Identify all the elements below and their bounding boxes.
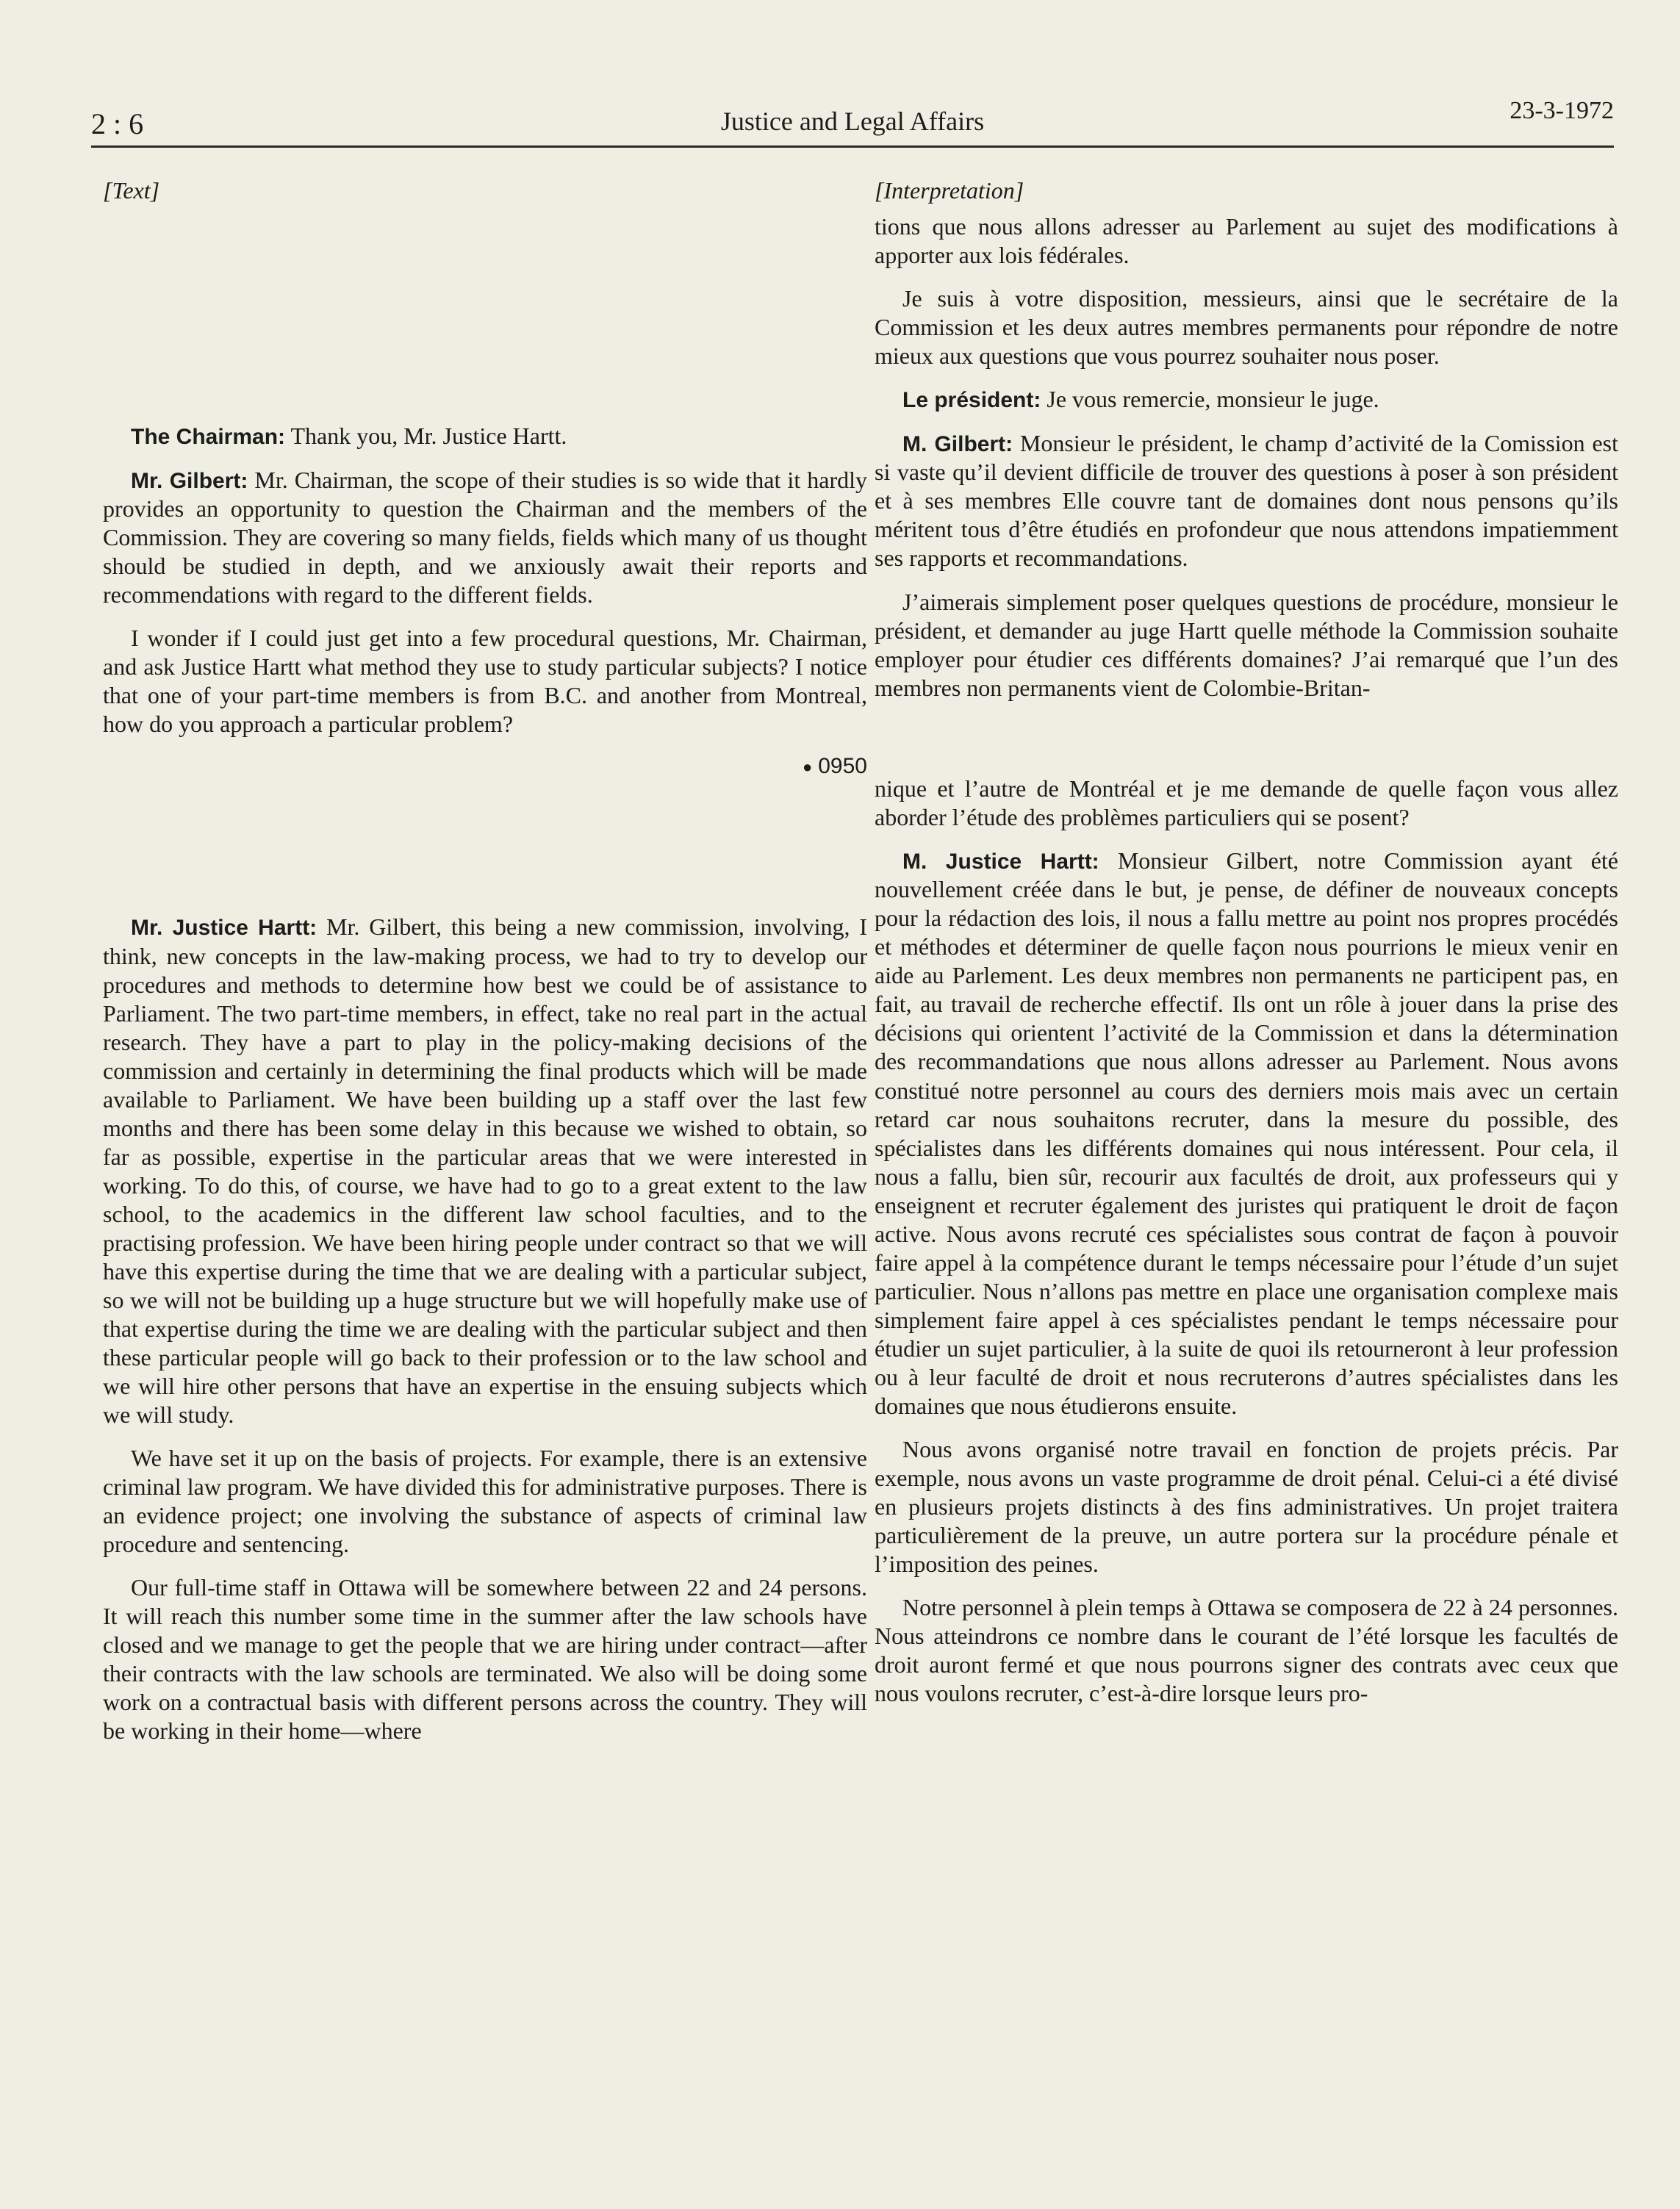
speaker-label: Mr. Justice Hartt:	[131, 916, 317, 941]
time-stamp: ● 0950	[802, 754, 867, 779]
paragraph-gilbert-procedure-fr: J’aimerais simplement poser quelques questions de procédure, monsieur le président, et demander au juge Hartt quelle méthode la Commission souhaite employer pour étudier ces différents domaines? J’ai remarqué que l’un des membres non permanents vient de Colombie-Britan-	[875, 588, 1618, 701]
section-tag-text: [Text]	[103, 177, 160, 204]
section-tag-interpretation: [Interpretation]	[875, 177, 1024, 204]
paragraph-hartt-answer-fr: M. Justice Hartt: Monsieur Gilbert, notre Commission ayant été nouvellement créée dans le but, je pense, de définer de nouveaux concepts pour la rédaction des lois, il nous a fallu mettre au point nos propres procédés et méthodes et déterminer de quelle façon nous pourrions le mieux venir en aide au Parlement. Les deux membres non permanents ne participent pas, en fait, au travail de recherche effectif. Ils ont un rôle à jouer dans la prise des décisions qui orientent l’activité de la Commission et dans la détermination des recommandations que nous allons adresser au Parlement. Nous avons constitué notre personnel au cours des derniers mois mais avec un certain retard car nous souhaitons recruter, dans la mesure du possible, des spécialistes dans les différents domaines qui nous intéressent. Pour cela, il nous a fallu, bien sûr, recourir aux facultés de droit, aux professeurs qui y enseignent et recruter également des juristes qui pratiquent le droit de façon active. Nous avons recruté ces spécialistes sous contrat de façon à pouvoir faire appel à la compétence durant le temps nécessaire pour l’étude d’un sujet particulier. Nous n’allons pas mettre en place une organisation complexe mais simplement faire appel à ces spécialistes pendant le temps nécessaire pour étudier un sujet particulier, à la suite de quoi ils retourneront à leur profession ou à leur faculté de droit et nous recruterons d’autres spécialistes dans les domaines que nous étudierons ensuite.	[875, 847, 1618, 1419]
paragraph-president-thanks: Le président: Je vous remercie, monsieur le juge.	[902, 386, 1379, 413]
paragraph-chairman-thanks: The Chairman: Thank you, Mr. Justice Hartt.	[131, 423, 567, 450]
speaker-label: Le président:	[902, 388, 1041, 413]
speaker-label: M. Justice Hartt:	[902, 849, 1099, 874]
english-column	[103, 176, 867, 1761]
paragraph-gilbert-procedure: I wonder if I could just get into a few procedural questions, Mr. Chairman, and ask Justice Hartt what method they use to study particular subjects? I notice that one of your part-time members is from B.C. and another from Montreal, how do you approach a particular problem?	[103, 625, 867, 738]
header-date: 23-3-1972	[1510, 97, 1614, 124]
paragraph-disposition: Je suis à votre disposition, messieurs, ainsi que le secrétaire de la Commission et les deux autres membres permanents pour répondre de notre mieux aux questions que vous pourrez souhaiter nous poser.	[875, 285, 1618, 370]
paragraph-hartt-answer: Mr. Justice Hartt: Mr. Gilbert, this being a new commission, involving, I think, new concepts in the law-making process, we had to try to develop our procedures and methods to determine how best we could be of assistance to Parliament. The two part-time members, in effect, take no real part in the actual research. They have a part to play in the policy-making decisions of the commission and certainly in determining the final products which will be made available to Parliament. We have been building up a staff over the last few months and there has been some delay in this because we wished to obtain, so far as possible, expertise in the particular areas that we were interested in working. To do this, of course, we have had to go to a great extent to the law school, to the academics in the different law school faculties, and to the practising profession. We have been hiring people under contract so that we will have this expertise during the time that we are dealing with a particular subject, so we will not be building up a huge structure but we will hopefully make use of that expertise during the time we are dealing with the particular subject and then these particular people will go back to their profession or to the law school and we will hire other persons that have an expertise in the ensuing subjects which we will study.	[103, 913, 868, 1429]
paragraph-hartt-projects: We have set it up on the basis of projects. For example, there is an extensive criminal law program. We have divided this for administrative purposes. There is an evidence project; one involving the substance of aspects of criminal law procedure and sentencing.	[103, 1445, 867, 1558]
page-header	[91, 94, 1614, 148]
blank-space	[103, 212, 867, 422]
speaker-label: M. Gilbert:	[902, 431, 1013, 456]
running-title: Justice and Legal Affairs	[720, 107, 985, 136]
french-column	[875, 176, 1618, 1723]
paragraph-gilbert-continuation-fr: nique et l’autre de Montréal et je me demande de quelle façon vous allez aborder l’étude des problèmes particuliers qui se posent?	[875, 775, 1618, 830]
paragraph-gilbert-question: Mr. Gilbert: Mr. Chairman, the scope of their studies is so wide that it hardly provides an opportunity to question the Chairman and the members of the Commission. They are covering so many fields, fields which many of us thought should be studied in depth, and we anxiously await their reports and recommendations with regard to the different fields.	[103, 466, 867, 608]
speaker-label: Mr. Gilbert:	[131, 468, 248, 493]
page-number: 2 : 6	[91, 107, 144, 140]
paragraph-continuation: tions que nous allons adresser au Parlement au sujet des modifications à apporter aux lois fédérales.	[875, 213, 1618, 269]
speaker-label: The Chairman:	[131, 425, 286, 450]
bullet-icon: ●	[802, 758, 813, 777]
paragraph-hartt-staff: Our full-time staff in Ottawa will be somewhere between 22 and 24 persons. It will reach this number some time in the summer after the law schools have closed and we manage to get the people that we are hiring under contract—after their contracts with the law schools are terminated. We also will be doing some work on a contractual basis with different persons across the country. They will be working in their home—where	[103, 1574, 867, 1745]
blank-space	[103, 780, 867, 913]
paragraph-hartt-staff-fr: Notre personnel à plein temps à Ottawa se composera de 22 à 24 personnes. Nous atteindrons ce nombre dans le courant de l’été lorsque les facultés de droit auront fermé et que nous pourrons signer des contrats avec ceux que nous voulons recruter, c’est-à-dire lorsque leurs pro-	[875, 1594, 1618, 1707]
paragraph-hartt-projects-fr: Nous avons organisé notre travail en fonction de projets précis. Par exemple, nous avons un vaste programme de droit pénal. Celui-ci a été divisé en plusieurs projets distincts à des fins administratives. Un projet traitera particulièrement de la preuve, un autre portera sur la procédure pénale et l’imposition des peines.	[875, 1435, 1618, 1577]
blank-space	[875, 717, 1618, 775]
paragraph-gilbert-question-fr: M. Gilbert: Monsieur le président, le champ d’activité de la Comission est si vaste qu’il devient difficile de trouver des questions à poser à son président et à ses membres Elle couvre tant de domaines dont nous pensons qu’ils méritent tous d’être étudiés en profondeur que nous attendons impatiemment ses rapports et recommandations.	[875, 429, 1618, 572]
